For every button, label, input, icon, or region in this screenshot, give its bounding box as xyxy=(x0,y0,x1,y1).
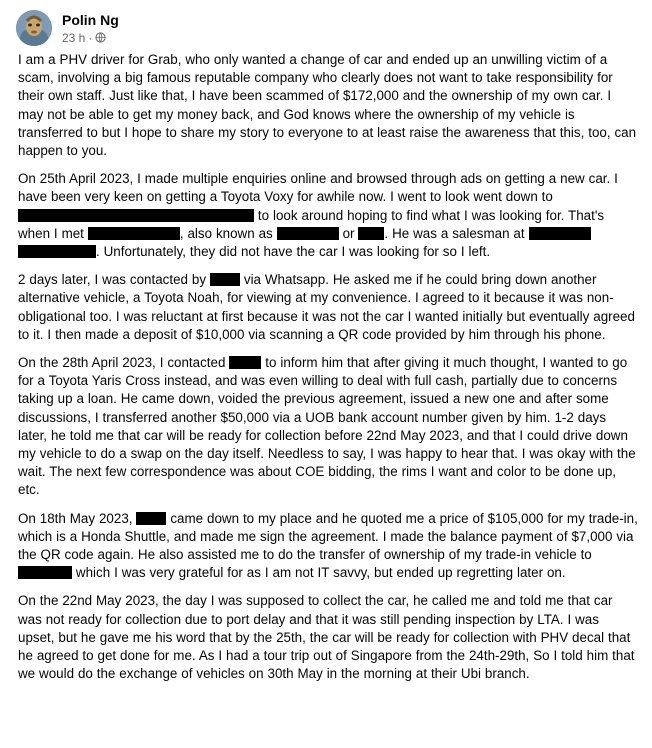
post-paragraph-6: On the 22nd May 2023, the day I was supposed to collect the car, he called me and told me that car was not ready for collection due to port delay and that it was still pending inspection by LTA. I was upset, but he gave me his word that by the 25th, the car will be ready for collection with PHV decal that he agreed to get done for me. As I had a tour trip out of Singapore from the 24th-29th, So I told him that we would do the exchange of vehicles on 30th May in the morning at their Ubi branch. xyxy=(18,593,635,682)
post-header xyxy=(16,8,119,48)
author-name[interactable]: Polin Ng xyxy=(62,11,119,28)
redaction-bar xyxy=(210,273,240,286)
post-paragraph-5 xyxy=(18,510,638,583)
paragraph-2-text-e: . He was a salesman at xyxy=(384,225,525,241)
paragraph-3-text-a: 2 days later, I was contacted by xyxy=(18,272,207,288)
post-paragraph-3 xyxy=(18,271,638,344)
redaction-bar xyxy=(529,227,591,240)
avatar-image xyxy=(16,10,52,46)
redaction-bar xyxy=(18,209,254,222)
redaction-bar xyxy=(136,512,166,525)
redaction-bar xyxy=(18,566,72,579)
paragraph-2-text-c: , also known as xyxy=(179,225,273,241)
separator-dot: · xyxy=(88,30,93,45)
paragraph-4-text-b: to inform him that after giving it much thought, I wanted to go for a Toyota Yaris Cross instead, and was even willing to deal with full cash, partially due to concerns taking up a loan. He came down, voided the previous agreement, issued a new one and after some discussions, I transferred another $50,000 via a UOB bank account number given by him. 1-2 days later, he told me that car will be ready for collection before 22nd May 2023, and that I could drive down my vehicle to do a swap on the day itself. Needless to say, I was happy to hear that. I was okay with the wait. The next few correspondence was about COE bidding, the rims I want and color to be done up, etc. xyxy=(18,355,636,498)
redaction-bar xyxy=(88,227,180,240)
paragraph-2-text-a: On 25th April 2023, I made multiple enquiries online and browsed through ads on getting a new car. I have been very keen on getting a Toyota Voxy for awhile now. I went to look went down to xyxy=(18,171,618,205)
paragraph-5-text-b: came down to my place and he quoted me a price of $105,000 for my trade-in, which is a Honda Shuttle, and made me sign the agreement. I made the balance payment of $7,000 via the QR code again. He also assisted me to do the transfer of ownership of my trade-in vehicle to xyxy=(18,510,638,563)
globe-icon xyxy=(95,32,106,43)
post-paragraph-2 xyxy=(18,170,638,261)
paragraph-2-text-b: to look around hoping to find what I was looking for. That's when I met xyxy=(18,207,605,241)
paragraph-2-text-f: . Unfortunately, they did not have the car I was looking for so I left. xyxy=(96,244,491,260)
redaction-bar xyxy=(18,245,96,258)
paragraph-5-text-a: On 18th May 2023, xyxy=(18,510,133,526)
redaction-bar xyxy=(358,227,384,240)
post-paragraph-1: I am a PHV driver for Grab, who only wanted a change of car and ended up an unwilling victim of a scam, involving a big famous reputable company who clearly does not want to take responsibility for their own staff. Just like that, I have been scammed of $172,000 and the ownership of my own car. I may not be able to get my money back, and God knows where the ownership of my vehicle is transferred to but I hope to share my story to everyone to at least raise the awareness that this, too, can happen to you. xyxy=(18,52,637,159)
paragraph-4-text-a: On the 28th April 2023, I contacted xyxy=(18,355,226,371)
redaction-bar xyxy=(229,356,261,369)
post-body xyxy=(18,51,638,694)
author-avatar[interactable] xyxy=(16,10,52,46)
paragraph-5-text-c: which I was very grateful for as I am not IT savvy, but ended up regretting later on. xyxy=(75,565,566,581)
post-timestamp[interactable]: 23 h xyxy=(62,30,86,45)
post-meta xyxy=(62,11,119,46)
post-subline xyxy=(62,30,119,46)
paragraph-3-text-b: via Whatsapp. He asked me if he could bring down another alternative vehicle, a Toyota Noah, for viewing at my convenience. I agreed to it because it was non-obligational too. I was reluctant at first because it was not the car I wanted initially but eventually agreed to it. I then made a deposit of $10,000 via scanning a QR code provided by him through his phone. xyxy=(18,272,635,342)
redaction-bar xyxy=(277,227,339,240)
post-paragraph-4 xyxy=(18,354,638,500)
paragraph-2-text-d: or xyxy=(342,225,355,241)
